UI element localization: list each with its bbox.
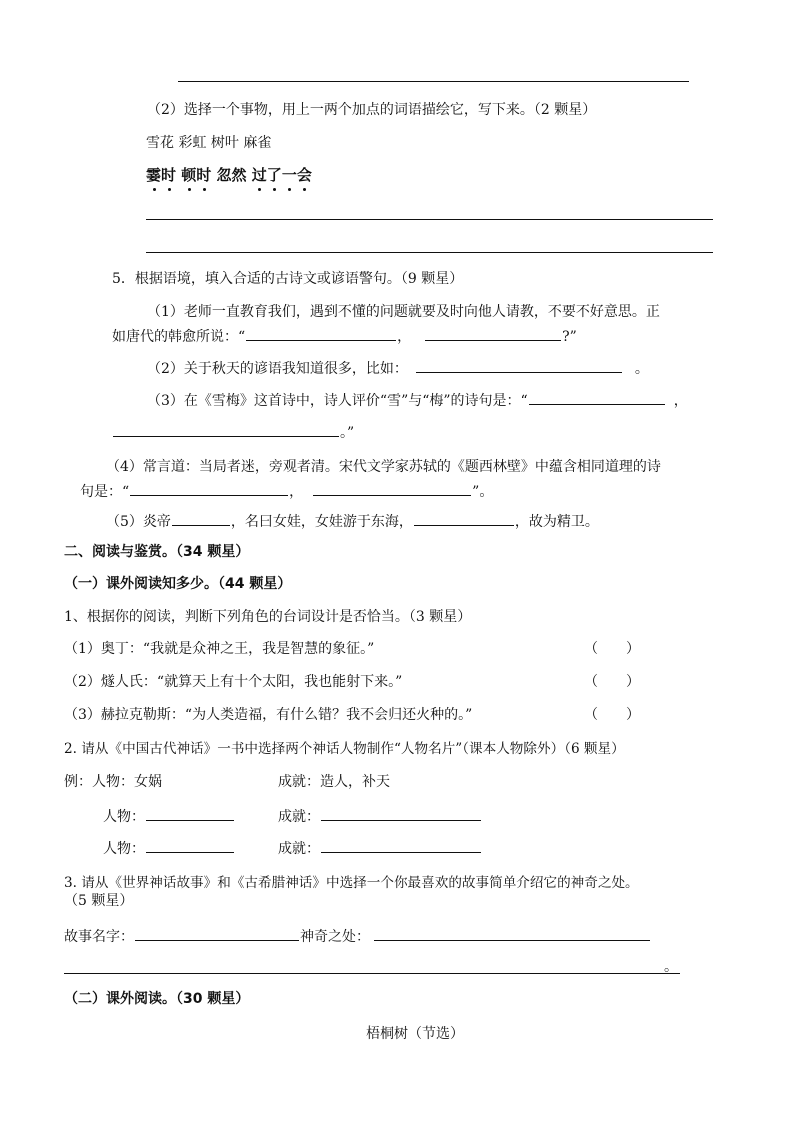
r3-answer-row: 故事名字： 神奇之处：	[64, 926, 651, 946]
fill-blank[interactable]	[414, 511, 514, 526]
fill-blank[interactable]	[425, 326, 561, 341]
r1-title: 1、根据你的阅读，判断下列角色的台词设计是否恰当。（3 颗星）	[64, 609, 472, 625]
answer-line	[146, 219, 713, 220]
fill-blank[interactable]	[313, 481, 471, 496]
section2-title: 二、阅读与鉴赏。（34 颗星）	[64, 544, 250, 560]
judge-paren-1[interactable]: （ ）	[584, 641, 640, 657]
judge-paren-2[interactable]: （ ）	[584, 674, 640, 690]
r3-title-line1: 3. 请从《世界神话故事》和《古希腊神话》中选择一个你最喜欢的故事简单介绍它的神奇之处。	[64, 875, 639, 891]
q2-things	[146, 134, 271, 152]
r2-example-deed: 成就：造人，补天	[278, 774, 390, 790]
fill-blank[interactable]	[416, 358, 622, 373]
part1-title: （一）课外阅读知多少。（44 颗星）	[64, 576, 292, 592]
r2-person-row-1: 人物：	[103, 806, 235, 826]
r2-deed-row-1: 成就：	[278, 806, 482, 826]
fill-blank[interactable]	[246, 326, 396, 341]
fill-blank[interactable]	[374, 926, 650, 941]
q5-s3-line2: 。”	[112, 422, 354, 442]
thing-word: 麻雀	[243, 135, 272, 151]
thing-word: 树叶	[210, 135, 239, 151]
q2-dotted-words	[146, 166, 312, 184]
fill-blank[interactable]	[321, 806, 481, 821]
fill-blank[interactable]	[172, 511, 230, 526]
fill-blank[interactable]	[130, 481, 288, 496]
answer-line	[178, 81, 689, 82]
q2-instruction: （2）选择一个事物，用上一两个加点的词语描绘它，写下来。（2 颗星）	[147, 102, 597, 118]
r2-example-person: 例：人物：女娲	[64, 774, 162, 790]
fill-blank[interactable]	[529, 390, 665, 405]
thing-word: 雪花	[146, 135, 174, 151]
answer-line	[146, 252, 713, 253]
q5-s1-line1: （1）老师一直教育我们，遇到不懂的问题就要及时向他人请教，不要不好意思。正	[147, 304, 660, 320]
dotted-word-4: 过了一会	[251, 166, 312, 184]
fill-blank[interactable]	[321, 838, 481, 853]
r1-item-2: （2）燧人氏：“就算天上有十个太阳，我也能射下来。”	[64, 674, 403, 690]
r1-item-3: （3）赫拉克勒斯：“为人类造福，有什么错？我不会归还火种的。”	[64, 707, 473, 723]
part2-title: （二）课外阅读。（30 颗星）	[64, 991, 250, 1007]
q5-s4-line2: 句是：“ ， ”。	[80, 481, 493, 501]
fill-blank[interactable]	[146, 806, 234, 821]
thing-word: 彩虹	[178, 135, 207, 151]
q5-s2: （2）关于秋天的谚语我知道很多，比如： 。	[147, 358, 649, 378]
r3-end-mark: 。	[664, 959, 678, 975]
q5-title: 5．根据语境，填入合适的古诗文或谚语警句。（9 颗星）	[112, 271, 464, 287]
q5-s1-line2: 如唐代的韩愈所说：“ ， ?”	[112, 326, 577, 346]
r1-item-1: （1）奥丁：“我就是众神之王，我是智慧的象征。”	[64, 641, 375, 657]
q5-s4-line1: （4）常言道：当局者迷，旁观者清。宋代文学家苏轼的《题西林壁》中蕴含相同道理的诗	[106, 459, 661, 475]
r2-deed-row-2: 成就：	[278, 838, 482, 858]
dotted-word-1: 霎时	[146, 166, 177, 184]
answer-line	[64, 973, 680, 974]
r2-person-row-2: 人物：	[103, 838, 235, 858]
q5-s5: （5）炎帝 ，名曰女娃，女娃游于东海， ，故为精卫。	[106, 511, 599, 531]
r3-title-line2: （5 颗星）	[64, 893, 134, 909]
q5-s3-line1: （3）在《雪梅》这首诗中，诗人评价“雪”与“梅”的诗句是：“ ，	[147, 390, 688, 410]
dotted-word-2: 顿时	[181, 166, 212, 184]
r2-title: 2. 请从《中国古代神话》一书中选择两个神话人物制作“人物名片”（课本人物除外）（6 颗星）	[64, 741, 625, 757]
fill-blank[interactable]	[135, 926, 299, 941]
fill-blank[interactable]	[113, 422, 339, 437]
passage-title: 梧桐树（节选）	[366, 1026, 464, 1042]
judge-paren-3[interactable]: （ ）	[584, 707, 640, 723]
fill-blank[interactable]	[146, 838, 234, 853]
dotted-word-3: 忽然	[216, 166, 247, 184]
